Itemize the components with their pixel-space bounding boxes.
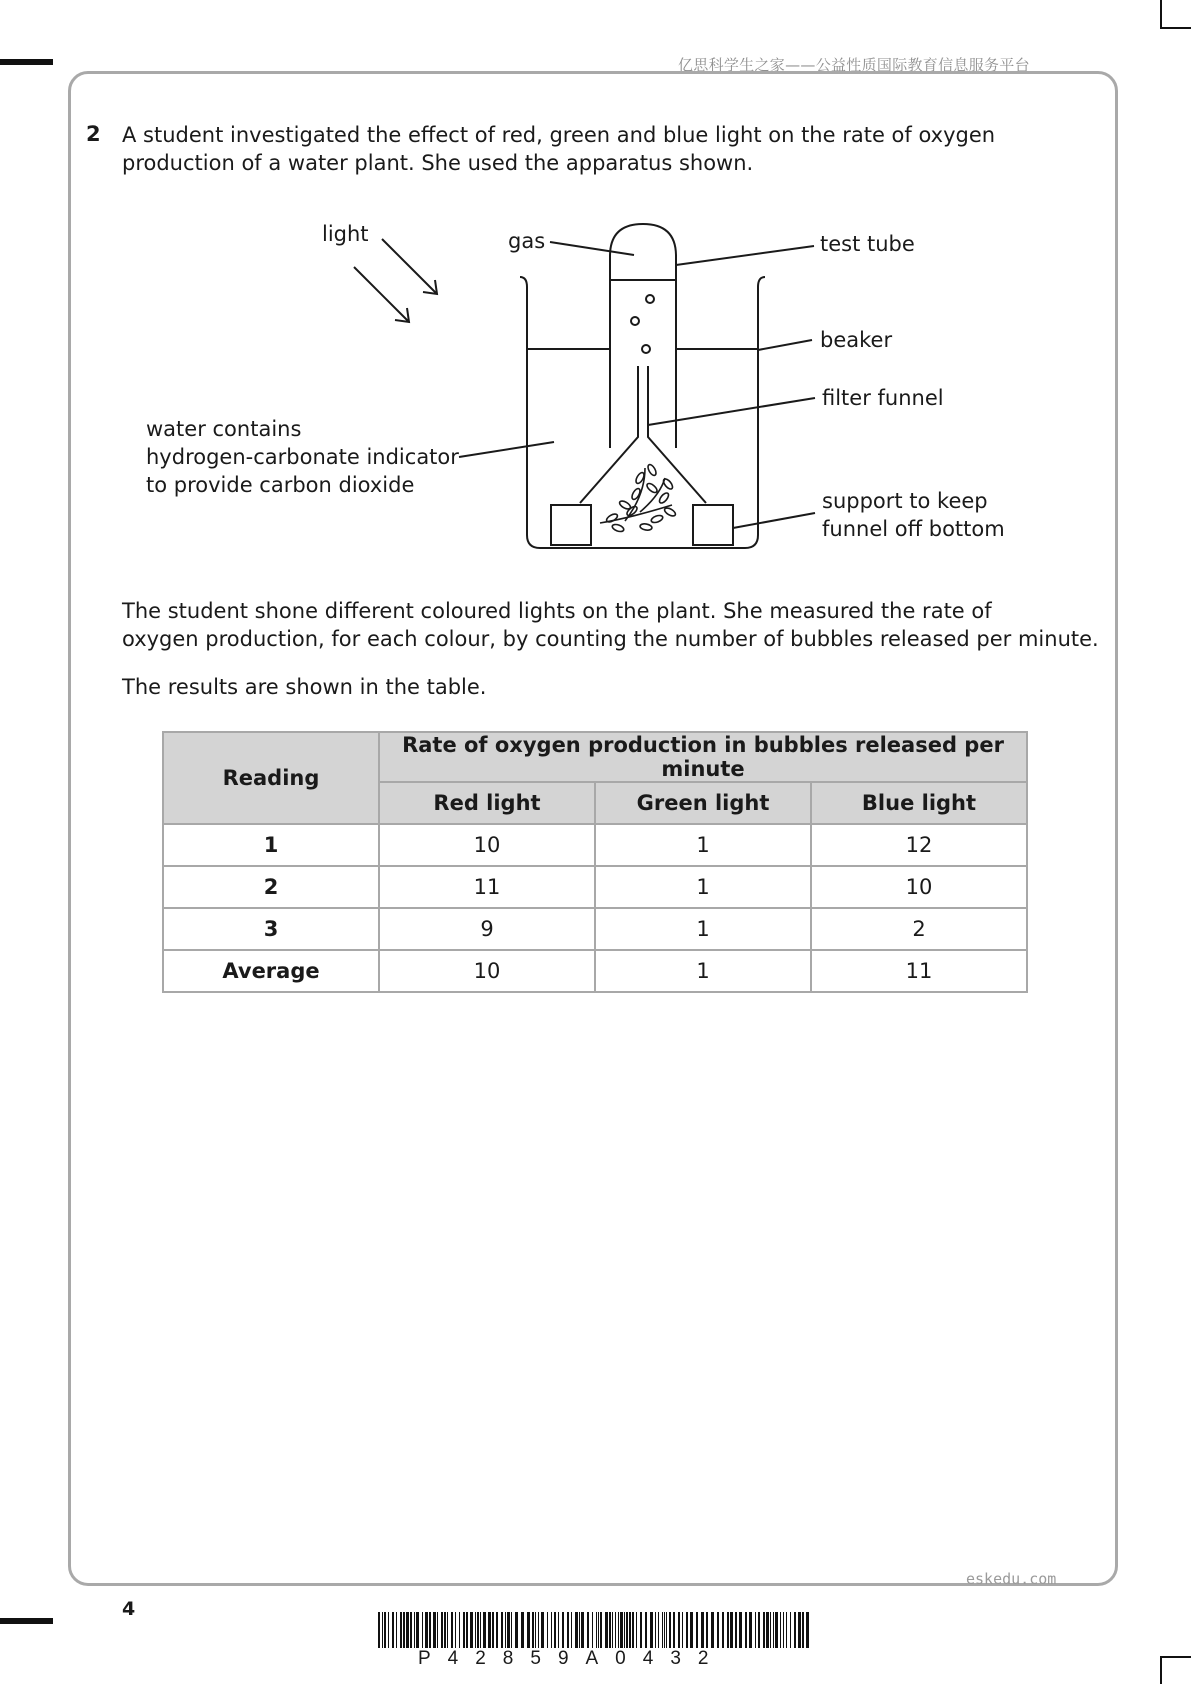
row-label: 3 — [163, 908, 379, 950]
registration-mark-bottom-left — [0, 1618, 53, 1624]
light-arrow-icon — [354, 239, 437, 322]
leader-water — [459, 442, 554, 457]
cell-red: 10 — [379, 950, 595, 992]
question-intro-line-1: A student investigated the effect of red, green and blue light on the rate of oxygen — [122, 123, 996, 147]
label-support-line-1: support to keep — [822, 489, 988, 513]
row-label: Average — [163, 950, 379, 992]
apparatus-diagram — [0, 0, 1191, 600]
reading-header: Reading — [163, 732, 379, 824]
column-header-blue: Blue light — [811, 782, 1027, 824]
label-support-line-2: funnel off bottom — [822, 517, 1005, 541]
bubble-icon — [642, 345, 650, 353]
label-test-tube: test tube — [820, 232, 915, 256]
cell-green: 1 — [595, 824, 811, 866]
question-number: 2 — [86, 122, 101, 146]
support-block-right — [693, 505, 733, 545]
column-header-green: Green light — [595, 782, 811, 824]
test-tube-outline — [610, 224, 676, 448]
leader-support — [733, 513, 815, 528]
cell-red: 10 — [379, 824, 595, 866]
leader-filter-funnel — [648, 398, 815, 425]
cell-green: 1 — [595, 950, 811, 992]
results-table — [162, 731, 1028, 993]
label-water-line-3: to provide carbon dioxide — [146, 473, 415, 497]
table-header-row — [163, 732, 1027, 782]
table-row — [163, 950, 1027, 992]
question-intro-line-2: production of a water plant. She used the apparatus shown. — [122, 151, 754, 175]
table-row — [163, 824, 1027, 866]
leader-beaker — [758, 340, 812, 350]
cell-green: 1 — [595, 866, 811, 908]
label-beaker: beaker — [820, 328, 893, 352]
body-line-1: The student shone different coloured lights on the plant. She measured the rate of — [122, 599, 992, 623]
table-row — [163, 866, 1027, 908]
support-block-left — [551, 505, 591, 545]
leader-gas — [550, 242, 634, 255]
cell-blue: 10 — [811, 866, 1027, 908]
results-intro: The results are shown in the table. — [122, 675, 487, 699]
cell-blue: 2 — [811, 908, 1027, 950]
page-number: 4 — [122, 1598, 136, 1620]
barcode-icon — [378, 1612, 810, 1648]
cell-blue: 11 — [811, 950, 1027, 992]
cell-red: 11 — [379, 866, 595, 908]
cell-blue: 12 — [811, 824, 1027, 866]
label-water-line-2: hydrogen-carbonate indicator — [146, 445, 459, 469]
row-label: 1 — [163, 824, 379, 866]
barcode-text: P42859A0432 — [418, 1648, 726, 1669]
label-filter-funnel: filter funnel — [822, 386, 944, 410]
column-header-red: Red light — [379, 782, 595, 824]
rate-group-header: Rate of oxygen production in bubbles released per minute — [379, 732, 1027, 782]
registration-mark-bottom-right-h — [1160, 1656, 1191, 1658]
leader-test-tube — [676, 246, 814, 265]
row-label: 2 — [163, 866, 379, 908]
cell-green: 1 — [595, 908, 811, 950]
header-watermark: 亿思科学生之家——公益性质国际教育信息服务平台 — [678, 56, 1030, 74]
cell-red: 9 — [379, 908, 595, 950]
label-gas: gas — [508, 229, 546, 253]
footer-watermark: eskedu.com — [966, 1570, 1057, 1588]
label-water-line-1: water contains — [146, 417, 302, 441]
body-line-2: oxygen production, for each colour, by counting the number of bubbles released per minute. — [122, 627, 1099, 651]
registration-mark-bottom-right — [1160, 1656, 1162, 1684]
table-row — [163, 908, 1027, 950]
bubble-icon — [631, 317, 639, 325]
label-light: light — [322, 222, 369, 246]
water-plant-icon — [600, 463, 677, 533]
bubble-icon — [646, 295, 654, 303]
